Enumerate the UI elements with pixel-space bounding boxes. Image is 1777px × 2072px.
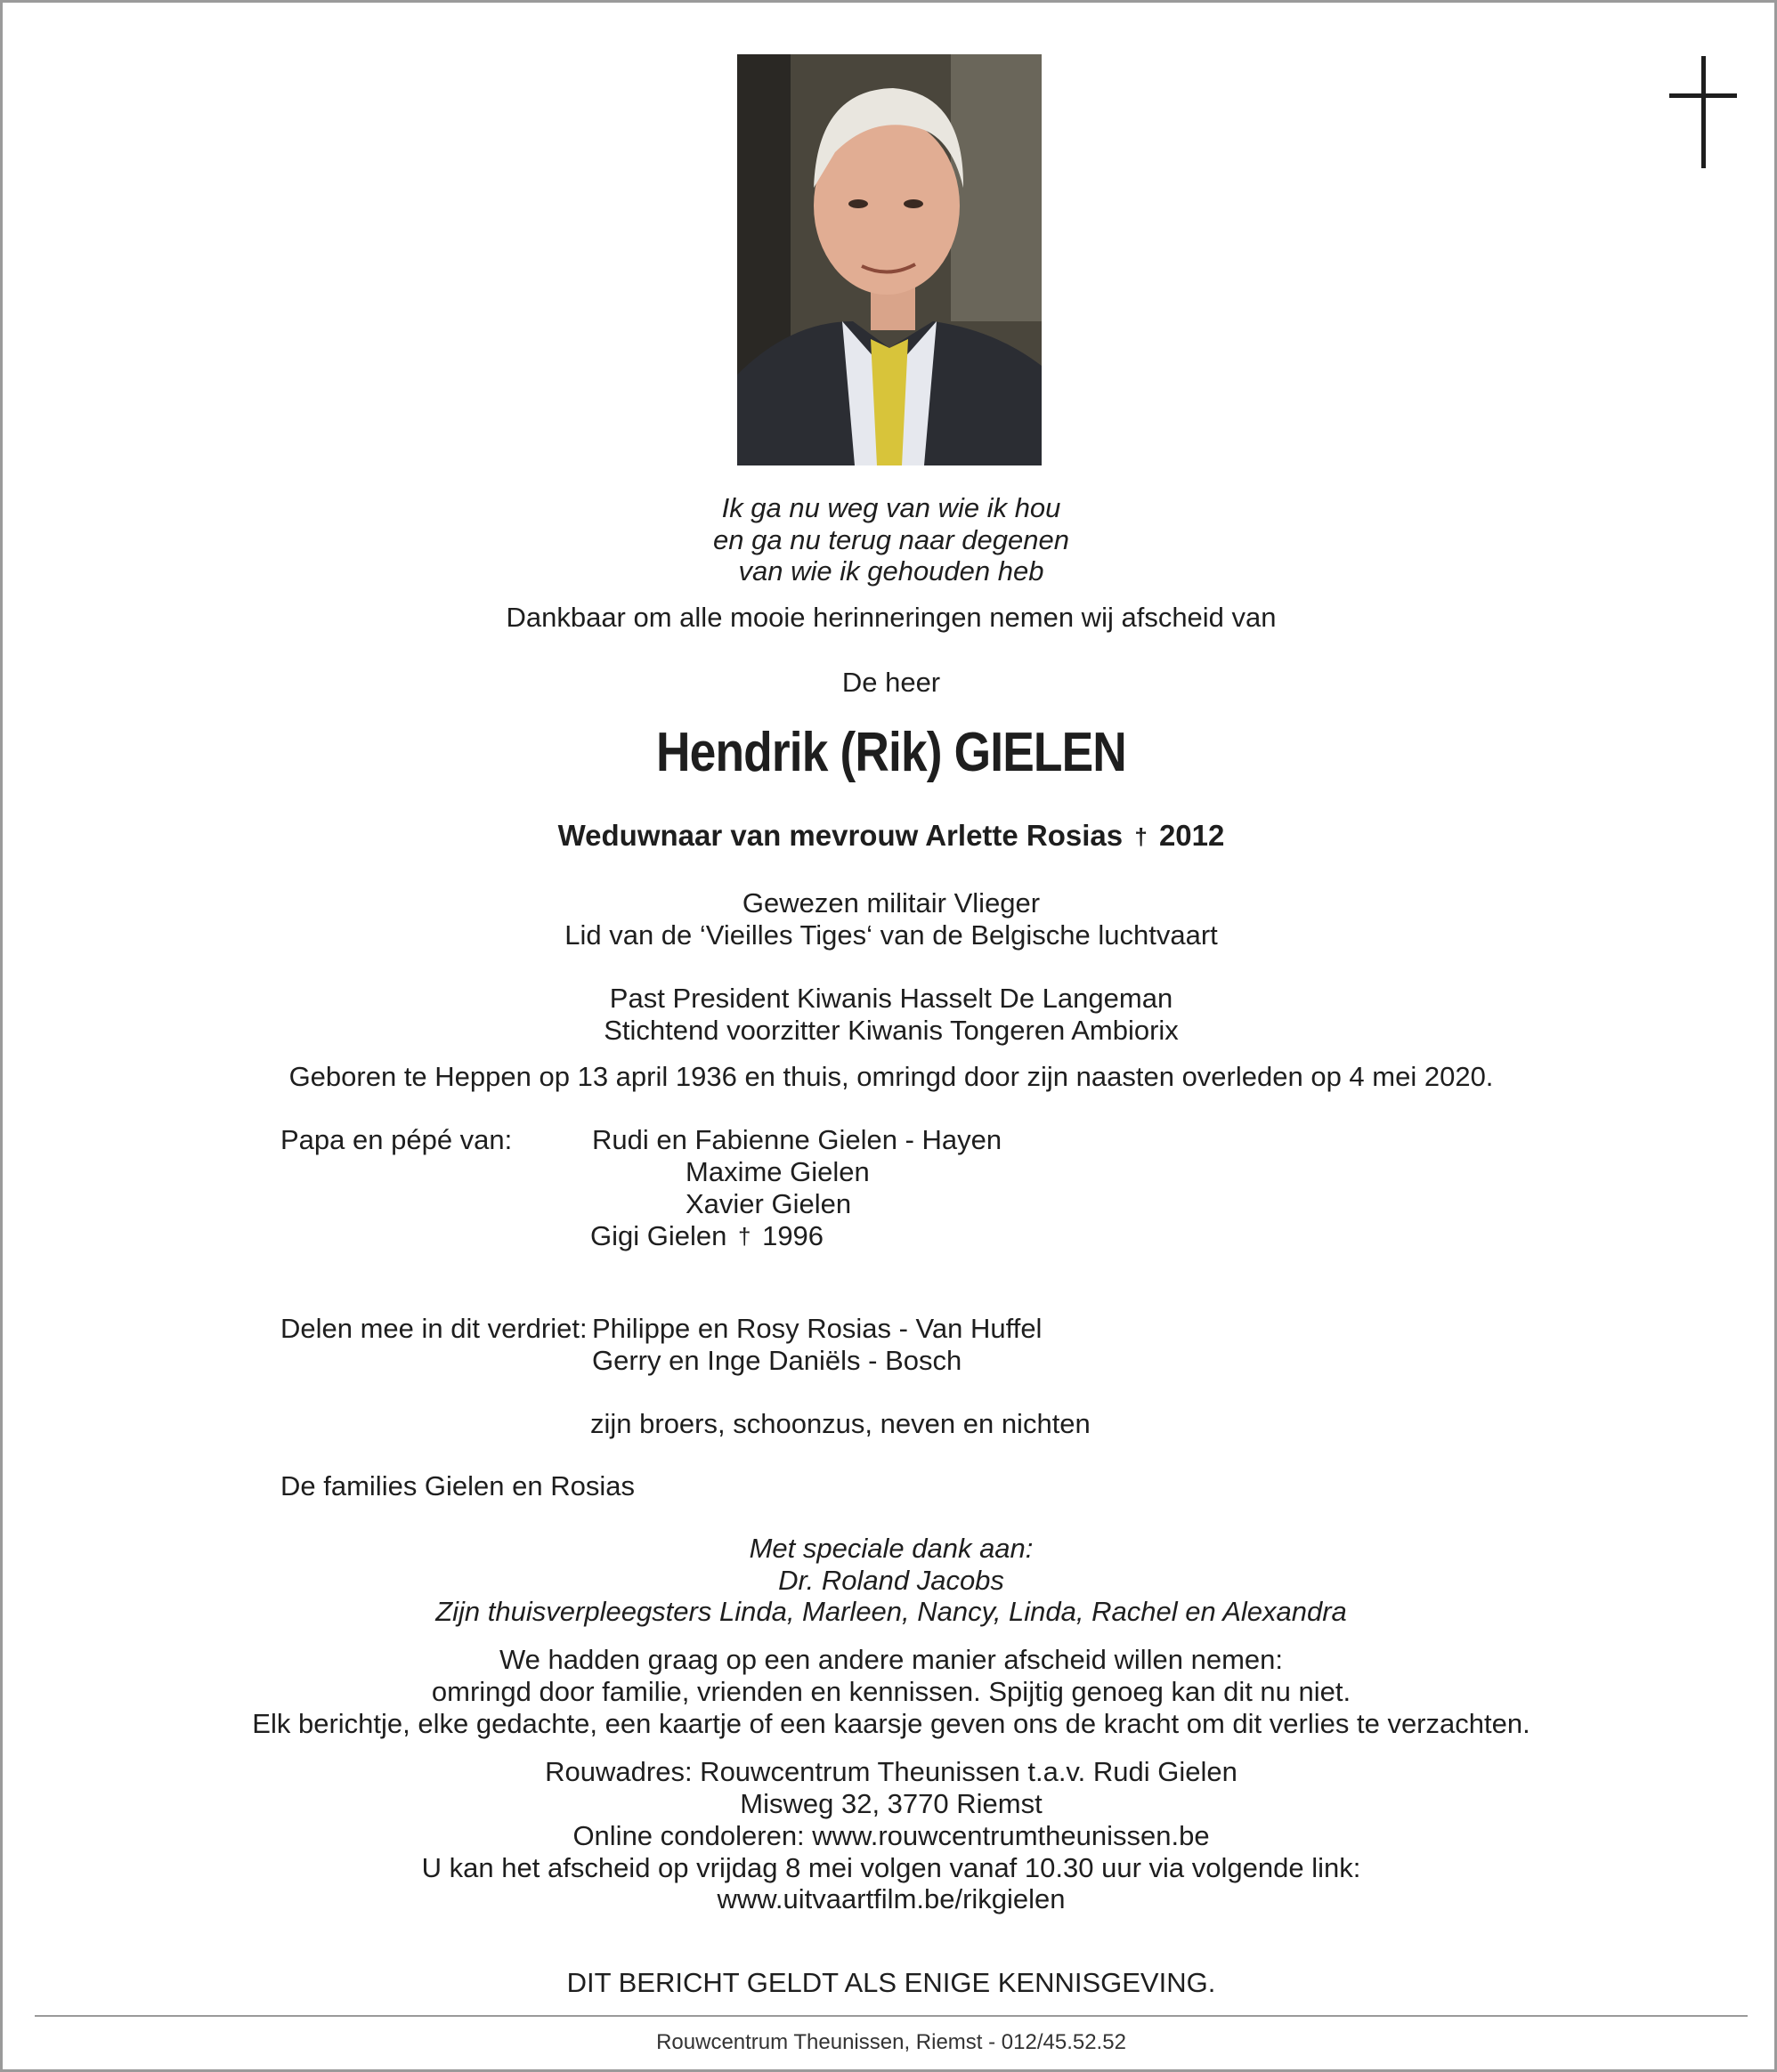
dagger-icon: † bbox=[737, 1223, 751, 1250]
share-extra: zijn broers, schoonzus, neven en nichten bbox=[590, 1408, 1091, 1439]
cross-icon bbox=[1669, 56, 1737, 170]
thanks-line-2: Zijn thuisverpleegsters Linda, Marleen, Nancy, Linda, Rachel en Alexandra bbox=[435, 1596, 1347, 1627]
papa-name-gigi bbox=[590, 1220, 824, 1253]
gigi-year: 1996 bbox=[762, 1220, 824, 1251]
gigi-name: Gigi Gielen bbox=[590, 1220, 727, 1251]
notice-text: DIT BERICHT GELDT ALS ENIGE KENNISGEVING. bbox=[566, 1967, 1216, 1998]
dagger-icon: † bbox=[1134, 823, 1148, 850]
share-name-2: Gerry en Inge Daniëls - Bosch bbox=[592, 1345, 962, 1376]
address-line-4: U kan het afscheid op vrijdag 8 mei volgen vanaf 10.30 uur via volgende link: bbox=[421, 1852, 1361, 1883]
papa-name-1: Rudi en Fabienne Gielen - Hayen bbox=[592, 1124, 1002, 1155]
address-line-2: Misweg 32, 3770 Riemst bbox=[740, 1788, 1043, 1819]
intro-text: Dankbaar om alle mooie herinneringen nemen wij afscheid van bbox=[506, 602, 1277, 633]
footer-text: Rouwcentrum Theunissen, Riemst - 012/45.52.52 bbox=[656, 2030, 1126, 2054]
papa-name-3: Xavier Gielen bbox=[686, 1188, 852, 1219]
address-line-1: Rouwadres: Rouwcentrum Theunissen t.a.v. Rudi Gielen bbox=[545, 1756, 1237, 1787]
widower-year: 2012 bbox=[1158, 819, 1225, 852]
thanks-line-1: Dr. Roland Jacobs bbox=[778, 1565, 1004, 1596]
address-line-3: Online condoleren: www.rouwcentrumtheunissen.be bbox=[572, 1820, 1210, 1851]
birth-death-text: Geboren te Heppen op 13 april 1936 en thuis, omringd door zijn naasten overleden op 4 mei 2020. bbox=[288, 1061, 1494, 1092]
poem-line-3: van wie ik gehouden heb bbox=[738, 555, 1044, 587]
portrait-photo bbox=[737, 54, 1042, 465]
papa-name-2: Maxime Gielen bbox=[686, 1156, 870, 1187]
message-line-1: We hadden graag op een andere manier afscheid willen nemen: bbox=[499, 1644, 1284, 1675]
poem-line-2: en ga nu terug naar degenen bbox=[713, 524, 1069, 555]
message-line-3: Elk berichtje, elke gedachte, een kaartje of een kaarsje geven ons de kracht om dit verlies te verzachten. bbox=[252, 1708, 1530, 1739]
message-line-2: omringd door familie, vrienden en kennissen. Spijtig genoeg kan dit nu niet. bbox=[431, 1676, 1351, 1707]
deceased-name: Hendrik (Rik) GIELEN bbox=[656, 722, 1126, 783]
footer-divider bbox=[35, 2015, 1748, 2017]
salutation: De heer bbox=[841, 667, 941, 698]
poem-line-1: Ik ga nu weg van wie ik hou bbox=[721, 492, 1061, 523]
widower-text: Weduwnaar van mevrouw Arlette Rosias bbox=[557, 819, 1124, 852]
share-label: Delen mee in dit verdriet: bbox=[280, 1313, 588, 1344]
title-line-1: Gewezen militair Vlieger bbox=[742, 887, 1041, 919]
families-text: De families Gielen en Rosias bbox=[280, 1470, 636, 1501]
share-name-1: Philippe en Rosy Rosias - Van Huffel bbox=[592, 1313, 1043, 1344]
widower-line bbox=[3, 820, 1777, 854]
title-line-2: Lid van de ‘Vieilles Tiges‘ van de Belgische luchtvaart bbox=[564, 919, 1218, 951]
address-line-5: www.uitvaartfilm.be/rikgielen bbox=[717, 1883, 1066, 1914]
papa-label: Papa en pépé van: bbox=[280, 1124, 513, 1155]
title-line-3: Past President Kiwanis Hasselt De Langeman bbox=[609, 983, 1173, 1014]
thanks-heading: Met speciale dank aan: bbox=[749, 1533, 1034, 1564]
title-line-4: Stichtend voorzitter Kiwanis Tongeren Ambiorix bbox=[604, 1015, 1179, 1046]
